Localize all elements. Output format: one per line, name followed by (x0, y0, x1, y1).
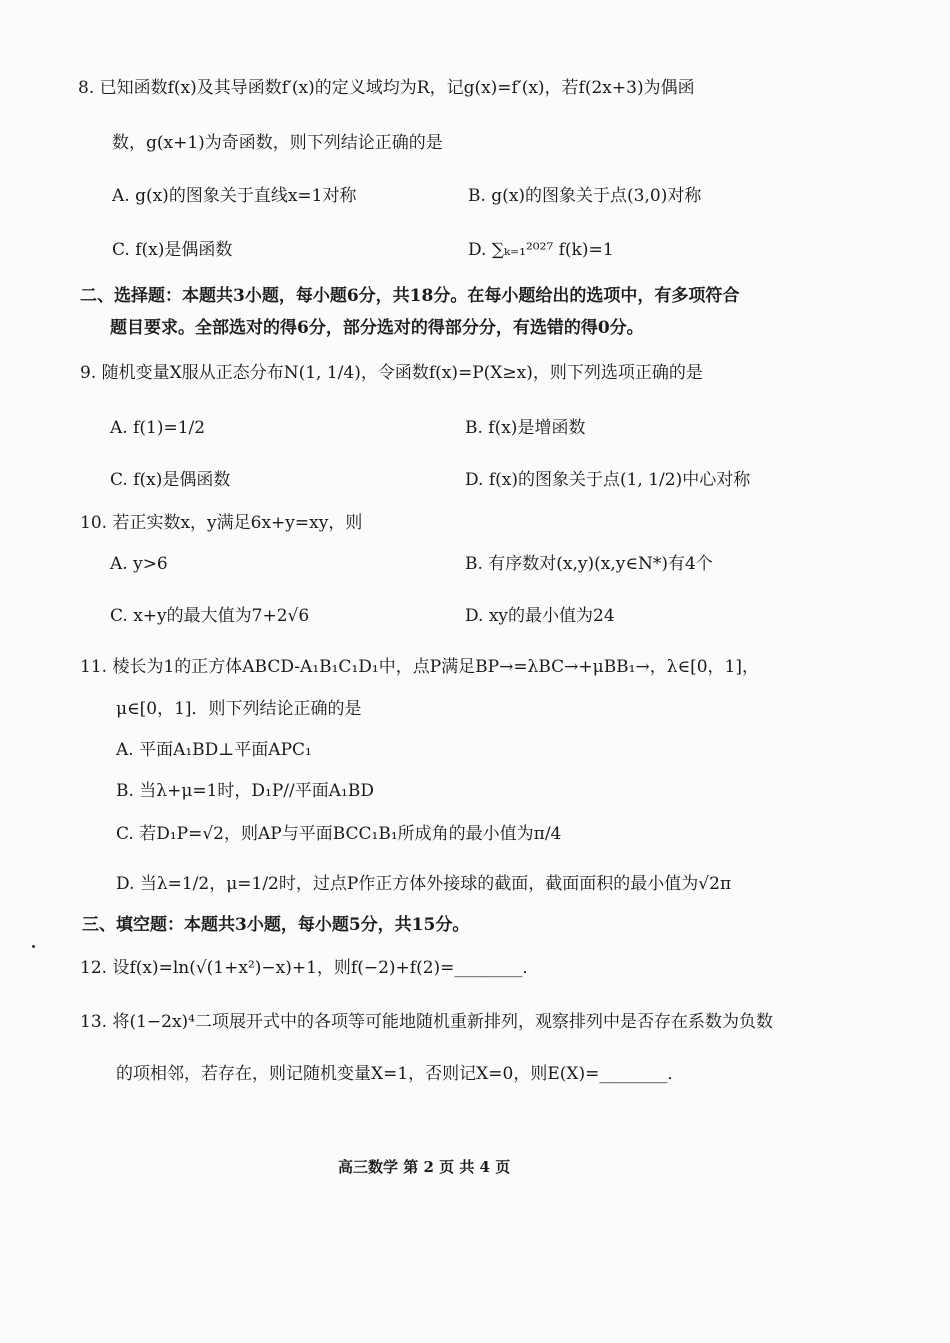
q10-option-c: C. x+y的最大值为7+2√6 (110, 606, 310, 626)
q8-option-d: D. ∑ₖ₌₁²⁰²⁷ f(k)=1 (468, 240, 614, 260)
q11-line2: μ∈[0，1]．则下列结论正确的是 (116, 699, 362, 719)
q9-option-d: D. f(x)的图象关于点(1, 1/2)中心对称 (465, 470, 751, 490)
q8-option-b: B. g(x)的图象关于点(3,0)对称 (468, 186, 702, 206)
q11-option-d: D. 当λ=1/2，μ=1/2时，过点P作正方体外接球的截面，截面面积的最小值为√2π (116, 874, 732, 894)
page-footer: 高三数学 第 2 页 共 4 页 (338, 1158, 511, 1176)
q10-line1: 10. 若正实数x，y满足6x+y=xy，则 (80, 513, 363, 533)
q11-line1: 11. 棱长为1的正方体ABCD-A₁B₁C₁D₁中，点P满足BP→=λBC→+μBB₁→，λ∈[0，1]， (80, 657, 759, 677)
q12-line1: 12. 设f(x)=ln(√(1+x²)−x)+1，则f(−2)+f(2)=________． (80, 958, 540, 978)
q8-option-a: A. g(x)的图象关于直线x=1对称 (112, 186, 357, 206)
section3-heading: 三、填空题：本题共3小题，每小题5分，共15分。 (82, 915, 470, 935)
q9-option-b: B. f(x)是增函数 (465, 418, 586, 438)
q8-line2: 数，g(x+1)为奇函数，则下列结论正确的是 (112, 133, 443, 153)
q8-option-c: C. f(x)是偶函数 (112, 240, 233, 260)
q13-line1: 13. 将(1−2x)⁴二项展开式中的各项等可能地随机重新排列，观察排列中是否存在系数为负数 (80, 1012, 773, 1032)
q9-line1: 9. 随机变量X服从正态分布N(1, 1/4)，令函数f(x)=P(X≥x)，则下列选项正确的是 (80, 363, 703, 383)
q8-line1: 8. 已知函数f(x)及其导函数f′(x)的定义域均为R，记g(x)=f′(x)，若f(2x+3)为偶函 (78, 78, 695, 98)
q10-option-d: D. xy的最小值为24 (465, 606, 615, 626)
q11-option-c: C. 若D₁P=√2，则AP与平面BCC₁B₁所成角的最小值为π/4 (116, 824, 562, 844)
section2-line1: 二、选择题：本题共3小题，每小题6分，共18分。在每小题给出的选项中，有多项符合 (80, 286, 740, 306)
q9-option-a: A. f(1)=1/2 (110, 418, 206, 438)
q13-line2: 的项相邻，若存在，则记随机变量X=1，否则记X=0，则E(X)=________． (116, 1064, 685, 1084)
scan-dot (32, 945, 35, 948)
q10-option-b: B. 有序数对(x,y)(x,y∈N*)有4个 (465, 554, 713, 574)
q9-option-c: C. f(x)是偶函数 (110, 470, 231, 490)
q11-option-a: A. 平面A₁BD⊥平面APC₁ (116, 740, 312, 760)
q11-option-b: B. 当λ+μ=1时，D₁P//平面A₁BD (116, 781, 374, 801)
q10-option-a: A. y>6 (110, 554, 168, 574)
section2-line2: 题目要求。全部选对的得6分，部分选对的得部分分，有选错的得0分。 (110, 318, 644, 338)
